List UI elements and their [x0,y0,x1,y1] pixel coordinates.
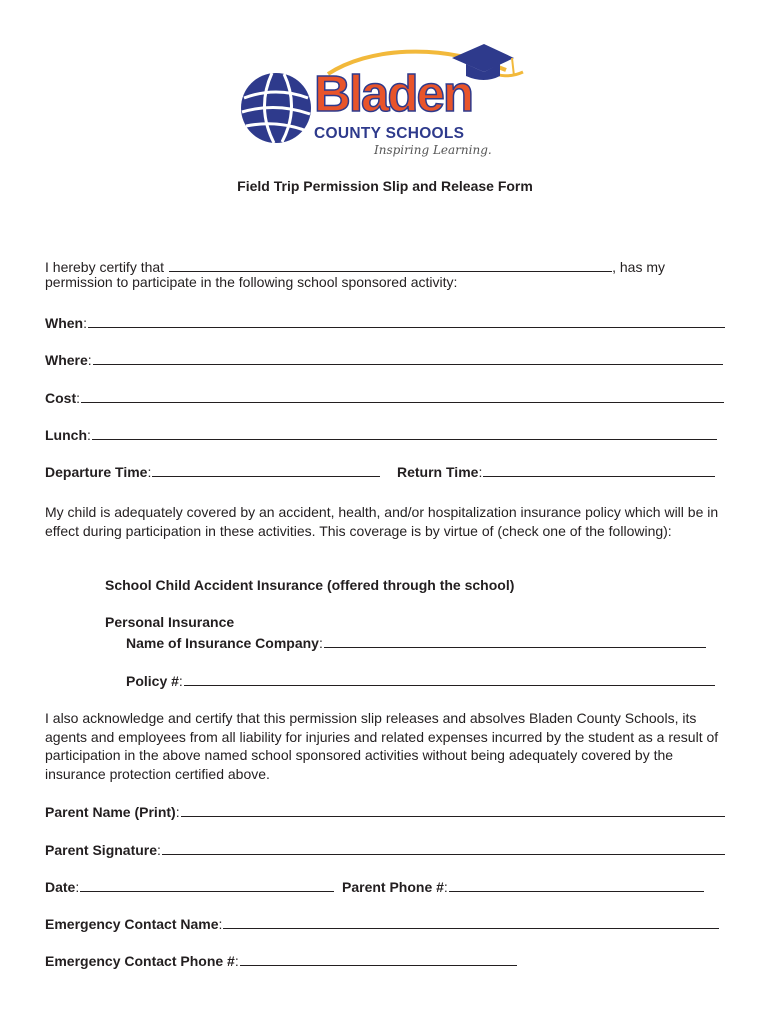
certify-prefix: I hereby certify that [45,259,165,275]
when-label: When [45,315,84,331]
release-paragraph: I also acknowledge and certify that this permission slip releases and absolves Bladen County Schools, its agents and employees from all liability for injuries and related expenses incurred by the student as a result of participation in the above named school sponsored activities without being adequately covered by the insurance protection certified above. [45,710,719,782]
option-school-insurance[interactable]: School Child Accident Insurance (offered through the school) [105,577,515,593]
where-label: Where [45,352,88,368]
parent-signature-field: Parent Signature : [45,838,725,858]
emergency-phone-field: Emergency Contact Phone # : [45,949,517,969]
cost-input-line[interactable] [81,402,724,403]
globe-icon [241,73,311,143]
option-personal-insurance[interactable]: Personal Insurance [105,614,235,630]
lunch-input-line[interactable] [92,439,717,440]
emergency-phone-label: Emergency Contact Phone # [45,953,235,969]
return-time-input-line[interactable] [483,476,715,477]
insurance-paragraph: My child is adequately covered by an accident, health, and/or hospitalization insurance policy which will be in effect during participation in these activities. This coverage is by virtue of (check one of the following): [45,504,719,539]
parent-phone-label: Parent Phone # [342,879,444,895]
cost-label: Cost [45,390,77,406]
departure-time-input-line[interactable] [152,476,380,477]
departure-time-field: Departure Time : [45,460,380,480]
when-field: When : [45,311,725,331]
logo-subtitle: COUNTY SCHOOLS [314,125,465,142]
policy-number-field: Policy # : [126,669,715,689]
parent-name-input-line[interactable] [181,816,725,817]
departure-time-label: Departure Time [45,464,148,480]
certify-suffix: , has my [612,259,665,275]
cost-field: Cost : [45,386,724,406]
student-name-line[interactable] [169,271,612,272]
emergency-name-field: Emergency Contact Name : [45,912,719,932]
return-time-label: Return Time [397,464,479,480]
when-input-line[interactable] [88,327,725,328]
date-input-line[interactable] [80,891,334,892]
logo-name: Bladen [314,65,473,122]
parent-name-field: Parent Name (Print) : [45,800,725,820]
form-title: Field Trip Permission Slip and Release Form [237,178,533,194]
emergency-phone-input-line[interactable] [240,965,517,966]
bladen-logo [238,42,533,162]
lunch-field: Lunch : [45,423,717,443]
insurance-company-label: Name of Insurance Company [126,635,319,651]
emergency-name-label: Emergency Contact Name [45,916,219,932]
policy-number-input-line[interactable] [184,685,715,686]
certify-line-2: permission to participate in the following school sponsored activity: [45,274,458,290]
date-label: Date [45,879,76,895]
certify-row [45,255,665,275]
parent-signature-input-line[interactable] [162,854,725,855]
parent-phone-input-line[interactable] [449,891,704,892]
where-input-line[interactable] [93,364,723,365]
lunch-label: Lunch [45,427,87,443]
emergency-name-input-line[interactable] [223,928,719,929]
parent-phone-field: Parent Phone # : [342,875,704,895]
parent-signature-label: Parent Signature [45,842,158,858]
insurance-company-input-line[interactable] [324,647,706,648]
where-field: Where : [45,348,723,368]
logo-tagline: Inspiring Learning. [374,143,492,157]
date-field: Date : [45,875,334,895]
return-time-field: Return Time : [397,460,715,480]
policy-number-label: Policy # [126,673,179,689]
insurance-company-field: Name of Insurance Company : [126,631,706,651]
parent-name-label: Parent Name (Print) [45,804,176,820]
